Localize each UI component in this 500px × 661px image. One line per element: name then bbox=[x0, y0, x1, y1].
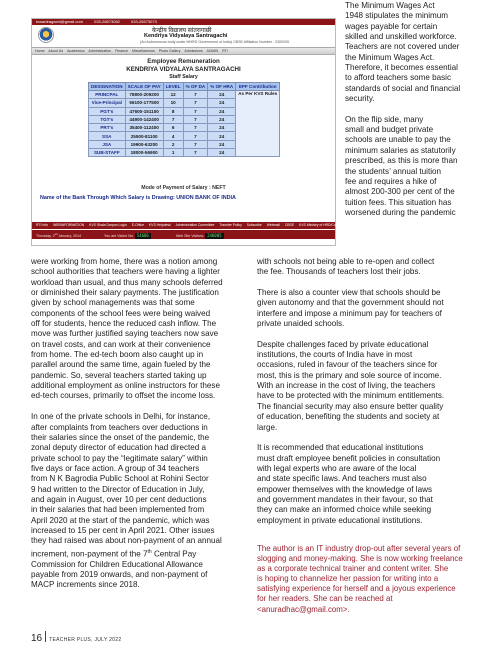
cell-level: 10 bbox=[163, 99, 183, 107]
cell-da: 7 bbox=[183, 124, 208, 132]
text-line: On the flip side, many bbox=[345, 114, 424, 124]
text-line: employment in private educational institutions. bbox=[257, 515, 423, 525]
website-phone-2: 033-26573073 bbox=[131, 19, 157, 24]
remuneration-heading: Employee Remuneration bbox=[147, 58, 220, 65]
cell-hra: 24 bbox=[208, 99, 236, 107]
text-line: components of the school fees were being waived bbox=[31, 308, 211, 318]
text-line: almost 200-300 per cent of the bbox=[345, 187, 455, 197]
article-text-left bbox=[31, 257, 223, 591]
text-line: given by school managements was that some bbox=[31, 298, 195, 308]
folio-divider bbox=[45, 631, 46, 642]
total-visitors-label: Web Site Visitors: bbox=[175, 234, 205, 239]
text-line: private unaided schools. bbox=[257, 319, 345, 329]
text-line: pandemic. So, several teachers started taking up bbox=[31, 370, 207, 380]
col-level: LEVEL bbox=[163, 83, 183, 91]
text-line: workload than usual, and thus many schools deferred bbox=[31, 277, 223, 287]
text-line: given autonomy and that the government should not bbox=[257, 298, 444, 308]
text-line: There is also a counter view that schools should be bbox=[257, 288, 441, 298]
nav-gallery[interactable]: Photo Gallery bbox=[158, 49, 181, 53]
text-line: interfere and impose a minimum pay for teachers of bbox=[257, 308, 442, 318]
cell-designation: PRT's bbox=[89, 124, 126, 132]
text-line: private school to pay the “legitimate salary” within bbox=[31, 453, 208, 463]
cell-scale: 56100-177500 bbox=[125, 99, 163, 107]
text-line: most, this is the primary and sole source of income. bbox=[257, 370, 442, 380]
cell-da: 7 bbox=[183, 99, 208, 107]
text-line: of education, benefiting the students and society at bbox=[257, 412, 440, 422]
cell-designation: SUB-STAFF bbox=[89, 149, 126, 157]
nav-rti[interactable]: RTI bbox=[222, 49, 228, 53]
cell-da: 7 bbox=[183, 91, 208, 99]
text-line: have to be protected with the minimum entitlements. bbox=[257, 391, 445, 401]
text-line: increment, non-payment of the 7th Central Pay bbox=[31, 548, 197, 559]
footer-link[interactable]: Subscribe bbox=[246, 223, 262, 227]
text-line: their salaries since the onset of the pandemic, the bbox=[31, 432, 210, 442]
school-name-hindi: केन्द्रीय विद्यालय सांतरागाछी bbox=[152, 28, 212, 34]
cell-designation: TGT's bbox=[89, 115, 126, 123]
text-line: were working from home, there was a notion among bbox=[31, 257, 218, 266]
cell-level: 1 bbox=[163, 149, 183, 157]
cell-level: 7 bbox=[163, 115, 183, 123]
footer-link[interactable]: Webmail bbox=[266, 223, 280, 227]
visitor-counter: 54686 bbox=[136, 233, 149, 239]
text-line: skilled and unskilled workforce. bbox=[345, 32, 457, 42]
author-bio bbox=[257, 544, 463, 615]
col-scale: SCALE OF PAY bbox=[125, 83, 163, 91]
text-line: five days or face action. A group of 34 teachers bbox=[31, 463, 200, 473]
text-line: parallel around the same time, again fueled by the bbox=[31, 360, 211, 370]
visitor-label: You are Visitor No. bbox=[104, 234, 134, 239]
cell-scale: 25500-81100 bbox=[125, 132, 163, 140]
nav-admin[interactable]: ADMIN bbox=[206, 49, 219, 53]
cell-designation: PRINCPAL bbox=[89, 91, 126, 99]
cell-hra: 24 bbox=[208, 132, 236, 140]
col-designation: DESIGNATION bbox=[89, 83, 126, 91]
text-line: fee and requires a hike of bbox=[345, 176, 437, 186]
website-header bbox=[32, 25, 335, 47]
bank-line: Name of the Bank Through Which Salary is Drawing: UNION BANK OF INDIA bbox=[40, 195, 236, 201]
text-line: the Minimum Wages Act. bbox=[345, 52, 435, 62]
cell-hra: 24 bbox=[208, 149, 236, 157]
bio-line: as a corporate technical trainer and content writer. She bbox=[257, 564, 449, 574]
paragraph-gap bbox=[31, 402, 223, 412]
text-line: must draft employee benefit policies in consultation bbox=[257, 453, 441, 463]
text-line: occasions, ruled in favour of the teachers since for bbox=[257, 360, 438, 370]
paragraph-gap bbox=[257, 278, 444, 288]
cell-level: 12 bbox=[163, 91, 183, 99]
cell-scale: 44900-142400 bbox=[125, 115, 163, 123]
bio-line: slogging and money-making. She is now working freelance bbox=[257, 554, 463, 564]
cell-level: 6 bbox=[163, 124, 183, 132]
total-visitors-counter: 246005 bbox=[207, 233, 222, 239]
text-line: empower themselves with the knowledge of laws bbox=[257, 484, 432, 494]
text-line: institutions, the courts of India have in most bbox=[257, 350, 413, 360]
footer-link[interactable]: Administration Committee bbox=[175, 223, 215, 227]
text-line: with legal experts who are aware of the local bbox=[257, 463, 417, 473]
cell-designation: SSA bbox=[89, 132, 126, 140]
text-line: 9 had written to the Director of Education in July, bbox=[31, 484, 205, 494]
website-status-bar bbox=[32, 230, 335, 239]
text-line: in their salaries that had been implemented from bbox=[31, 505, 205, 515]
cell-da: 7 bbox=[183, 149, 208, 157]
text-line: Despite challenges faced by private educational bbox=[257, 339, 429, 349]
cell-hra: 24 bbox=[208, 107, 236, 115]
text-line: 1948 stipulates the minimum bbox=[345, 11, 449, 21]
magazine-name: TEACHER PLUS, JULY 2022 bbox=[49, 637, 122, 643]
text-line: and government mandates in their favour, so that bbox=[257, 494, 433, 504]
payment-mode: Mode of Payment of Salary : NEFT bbox=[141, 185, 226, 191]
text-line: The Minimum Wages Act bbox=[345, 1, 435, 10]
text-line: April 2020 at the start of the pandemic, which was bbox=[31, 515, 210, 525]
website-date: Thursday, 2nd January, 2014 bbox=[36, 233, 82, 239]
footer-link[interactable]: Contact Us bbox=[364, 223, 381, 227]
text-line: security. bbox=[345, 94, 375, 104]
text-line: after complaints from teachers over deductions in bbox=[31, 422, 208, 432]
text-line: Commission for Children Educational Allowance bbox=[31, 559, 203, 569]
table-row bbox=[89, 91, 280, 99]
text-line: with schools not being able to re-open and collect bbox=[257, 257, 435, 266]
article-text-right-top bbox=[345, 1, 460, 218]
text-line: standards of social and financial bbox=[345, 83, 461, 93]
text-line: large. bbox=[257, 422, 278, 432]
paragraph-gap bbox=[257, 329, 444, 339]
cell-designation: JSA bbox=[89, 140, 126, 148]
nav-administration[interactable]: Administration bbox=[88, 49, 112, 53]
cell-hra: 24 bbox=[208, 91, 236, 99]
website-email: kvsantragachi@gmail.com bbox=[36, 19, 83, 24]
text-line: increased to 15 per cent in April 2021. Other issues bbox=[31, 525, 215, 535]
text-line: small and budget private bbox=[345, 125, 434, 135]
text-line: It is recommended that educational institutions bbox=[257, 443, 424, 453]
page-number: 16 bbox=[31, 633, 43, 644]
nav-misc[interactable]: Miscellaneous bbox=[131, 49, 155, 53]
text-line: wages payable for certain bbox=[345, 21, 438, 31]
website-nav bbox=[32, 47, 335, 55]
salary-table bbox=[88, 82, 280, 157]
text-line: tuition fees. This situation has bbox=[345, 197, 452, 207]
text-line: move was further justified saying teachers now save bbox=[31, 329, 219, 339]
text-line: ed-tech courses, primarily to offset the income loss. bbox=[31, 391, 216, 401]
footer-link[interactable]: Feedback bbox=[344, 223, 360, 227]
text-line: payable from 2019 onwards, and non-payment of bbox=[31, 570, 208, 579]
bio-line: satisfying experience for herself and a joyous experience bbox=[257, 584, 456, 594]
nav-admissions[interactable]: Admissions bbox=[184, 49, 203, 53]
text-line: MACP increments since 2018. bbox=[31, 580, 140, 590]
text-line: additional employment as online instructors for these bbox=[31, 381, 220, 391]
col-epf: EPF Contribution bbox=[236, 83, 280, 91]
cell-designation: PGT's bbox=[89, 107, 126, 115]
bio-line: <anuradhac@gmail.com>. bbox=[257, 604, 350, 614]
text-line: zonal deputy director of education had directed a bbox=[31, 443, 207, 453]
cell-hra: 24 bbox=[208, 140, 236, 148]
cell-da: 7 bbox=[183, 132, 208, 140]
text-line: from N K Bagrodia Public School at Rohini Sector bbox=[31, 474, 209, 484]
cell-scale: 19900-63200 bbox=[125, 140, 163, 148]
nav-academics[interactable]: Academics bbox=[67, 49, 85, 53]
website-footer-links bbox=[32, 222, 381, 229]
text-line: on travel costs, and can work at their convenience bbox=[31, 339, 211, 349]
cell-scale: 35400-112400 bbox=[125, 124, 163, 132]
paragraph-gap bbox=[345, 104, 460, 114]
cell-level: 4 bbox=[163, 132, 183, 140]
text-line: the students’ annual tuition bbox=[345, 166, 441, 176]
school-affiliation: (An Autonomous body under MHRD Government of India) CBSE Affiliation Number : 2300039 bbox=[140, 40, 289, 44]
text-line: and again in August, over 10 per cent deductions bbox=[31, 494, 207, 504]
cell-da: 7 bbox=[183, 107, 208, 115]
article-text-right-bottom bbox=[257, 257, 444, 526]
cell-scale: 18000-56900 bbox=[125, 149, 163, 157]
text-line: The financial security may also ensure better quality bbox=[257, 401, 444, 411]
text-line: Teachers are not covered under bbox=[345, 42, 460, 52]
col-da: % OF DA bbox=[183, 83, 208, 91]
text-line: school authorities that teachers were having a lighter bbox=[31, 267, 220, 277]
page-folio bbox=[31, 631, 121, 643]
footer-link[interactable]: KVS Shala Darpan Login bbox=[89, 223, 127, 227]
bio-line: The author is an IT industry drop-out after several years of bbox=[257, 544, 461, 553]
cell-scale: 78800-209200 bbox=[125, 91, 163, 99]
text-line: and state specific laws. And teachers must also bbox=[257, 474, 427, 484]
footer-link[interactable]: KVS Helpdesk bbox=[148, 223, 171, 227]
footer-link[interactable]: CBSE bbox=[284, 223, 295, 227]
footer-link[interactable]: RTI Info bbox=[36, 223, 48, 227]
text-line: With an increase in the cost of living, the teachers bbox=[257, 381, 436, 391]
cell-da: 7 bbox=[183, 140, 208, 148]
text-line: minimum salaries as statutorily bbox=[345, 145, 456, 155]
col-hra: % OF HRA bbox=[208, 83, 236, 91]
text-line: Therefore, it becomes essential bbox=[345, 63, 458, 73]
text-line: to afford teachers some basic bbox=[345, 73, 452, 83]
cell-scale: 47600-151100 bbox=[125, 107, 163, 115]
bio-line: is hoping to channelize her passion for writing into a bbox=[257, 574, 439, 584]
text-line: off for students, hence the reduced cash inflow. The bbox=[31, 319, 217, 329]
text-line: the fee. Thousands of teachers lost their jobs. bbox=[257, 267, 421, 277]
text-line: they had raised was about non-payment of an annual bbox=[31, 536, 222, 546]
paragraph-gap bbox=[257, 433, 444, 443]
footer-link[interactable]: WEBINFORMATION bbox=[52, 223, 85, 227]
footer-link[interactable]: KVS Ministry of HRD/Cons bbox=[299, 223, 340, 227]
cell-level: 8 bbox=[163, 107, 183, 115]
cell-designation: Vice-Principal bbox=[89, 99, 126, 107]
bio-line: for her readers. She can be reached at bbox=[257, 594, 393, 604]
text-line: In one of the private schools in Delhi, for instance, bbox=[31, 412, 211, 422]
school-logo-icon bbox=[38, 27, 54, 43]
cell-level: 2 bbox=[163, 140, 183, 148]
text-line: schools are unable to pay the bbox=[345, 135, 451, 145]
school-name: Kendriya Vidyalaya Santragachi bbox=[144, 33, 228, 39]
footer-link[interactable]: E-Office bbox=[131, 223, 144, 227]
cell-hra: 24 bbox=[208, 124, 236, 132]
school-heading: KENDRIYA VIDYALAYA SANTRAGACHI bbox=[126, 66, 241, 73]
text-line: prescribed, as this is more than bbox=[345, 156, 458, 166]
cell-da: 7 bbox=[183, 115, 208, 123]
nav-home[interactable]: Home bbox=[35, 49, 45, 53]
text-line: or diminished their salary payments. The justification bbox=[31, 288, 219, 298]
text-line: from home. The ed-tech boom also caught up in bbox=[31, 350, 204, 360]
cell-hra: 24 bbox=[208, 115, 236, 123]
nav-finance[interactable]: Finance bbox=[115, 49, 128, 53]
text-line: worsened during the pandemic bbox=[345, 207, 456, 217]
text-line: they can make an informed choice while seeking bbox=[257, 505, 432, 515]
salary-category: Staff Salary bbox=[169, 74, 198, 80]
footer-link[interactable]: Transfer Policy bbox=[219, 223, 242, 227]
cell-epf-note: As Per KVS Rules bbox=[236, 91, 280, 157]
website-phone-1: 033-26573082 bbox=[94, 19, 120, 24]
nav-about[interactable]: About Us bbox=[48, 49, 64, 53]
website-body bbox=[32, 56, 335, 216]
